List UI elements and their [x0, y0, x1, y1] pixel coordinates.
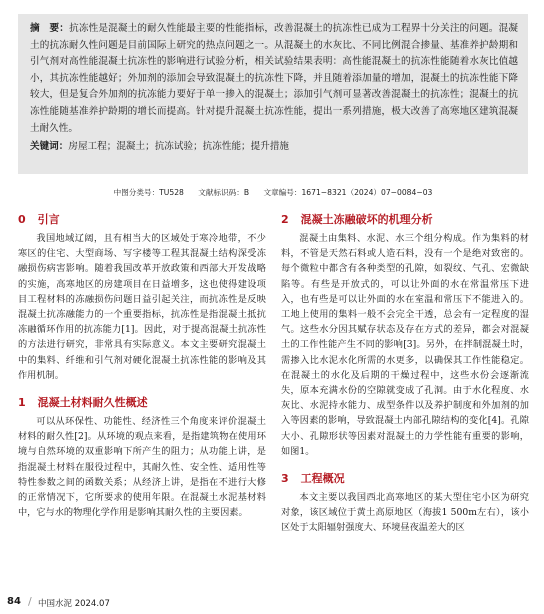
journal-name: 中国水泥 2024.07 — [38, 599, 110, 609]
abstract-box — [18, 14, 528, 174]
section-1-heading — [18, 396, 266, 410]
page-number: 84 — [7, 596, 21, 607]
section-2-number: 2 — [281, 213, 289, 226]
section-2-title: 混凝土冻融破坏的机理分析 — [300, 213, 433, 226]
right-column — [281, 213, 529, 536]
section-3-title: 工程概况 — [300, 472, 345, 486]
section-0-title: 引言 — [37, 213, 60, 226]
section-0-number: 0 — [18, 213, 26, 226]
section-0-paragraph: 我国地域辽阔，且有相当大的区域处于寒冷地带，不少寒区的住宅、大型商场、写字楼等工程其混凝土结构深受冻融损伤病害影响。随着我国改革开放政策和西部大开发战略的实施，高寒地区的房建项目在日益增多，这也使得建设项目工程材料的冻融损伤问题日益引起关注，而抗冻性是反映混凝土抗冻融能力的一个重要指标，抗冻性是指混凝土抵抗冻融循环作用的抗冻能力[1]。因此，对于提高混凝土抗冻性的方法进行研究，非常具有实际意义。本文主要研究混凝土中的集料、纤维和引气剂对硬化混凝土抗冻性能的影响及其作用机制。 — [18, 233, 266, 381]
article-number: 文章编号：1671−8321（2024）07−0084−03 — [263, 188, 433, 197]
section-2-heading — [281, 213, 529, 227]
document-code: 文献标识码：B — [198, 188, 250, 197]
keywords-text: 房屋工程；混凝土；抗冻试验；抗冻性能；提升措施 — [68, 141, 290, 153]
section-0-heading — [18, 213, 266, 227]
section-1-paragraph: 可以从环保性、功能性、经济性三个角度来评价混凝土材料的耐久性[2]。从环境的观点来看，是指建筑物在使用环境与自然环境的双重影响下所产生的阻力；从功能上讲，是指混凝土材料在服役过程中，其耐久性、安全性、适用性等特性参数之间的函数关系；从经济上讲，是指在不进行大修的正常情况下，它所要求的使用年限。在混凝土水泥基材料中，它与水的物理化学作用是影响其耐久性的主要因素。 — [18, 416, 266, 519]
section-1-number: 1 — [18, 396, 26, 410]
section-2-paragraph: 混凝土由集料、水泥、水三个组分构成。作为集料的材料，不管是天然石料或人造石料，没有一个是绝对致密的。每个微粒中都含有各种类型的孔隙，如裂纹、气孔、宏微缺陷等。有些是开放式的，可以让外面的水在常温常压下进入，也有些是可以让外面的水在室温和常压下不能进入的。工地上使用的集料一般不会完全干透，总会有一定程度的湿气。这些水分因其赋存状态及存在方式的差异，都会对混凝土的工作性能产生不同的影响[3]。另外，在拌制混凝土时，需掺入比水泥水化所需的水更多，以确保其工作性能稳定。在混凝土的水化及后期的干燥过程中，这些水份会逐渐流失，原本充满水份的空隙就变成了孔洞。由于水化程度、水灰比、水泥持水能力、成型条件以及养护制度和外加剂的加入等因素的影响，导致混凝土内部孔隙结构的变化[4]。孔隙大小、孔隙形状等因素对混凝土的力学性能有重要的影响，如图1。 — [281, 233, 529, 457]
left-column — [18, 213, 266, 520]
section-1-title: 混凝土材料耐久性概述 — [37, 396, 148, 410]
classification-line — [18, 187, 528, 198]
abstract-text: 抗冻性是混凝土的耐久性能最主要的性能指标，改善混凝土的抗冻性已成为工程界十分关注的问题。混凝土的抗冻耐久性问题是目前国际上研究的热点问题之一。从混凝土的水灰比、不同比例混合掺量、基准养护龄期和引气剂对高性能混凝土抗冻性的影响进行试验分析，相关试验结果表明：高性能混凝土的抗冻性能随着水灰比值越小，其抗冻性能越好；外加剂的添加会导致混凝土的抗冻性下降，并且随着添加量的增加，混凝土的抗冻性能下降较大，但是复合外加剂的抗冻能力要好于单一掺入的混凝土；添加引气剂可显著改善混凝土的抗冻性；混凝土的抗冻性能随基准养护龄期的增长而提高。针对提升混凝土抗冻性能，提出一系列措施，极大改善了高寒地区建筑混凝土耐久性。 — [30, 23, 519, 134]
keywords-line — [30, 139, 518, 156]
section-3-number: 3 — [281, 472, 289, 486]
keywords-label: 关键词： — [30, 141, 69, 153]
section-3-paragraph: 本文主要以我国西北高寒地区的某大型住宅小区为研究对象，该区域位于黄土高原地区（海拔1 500m左右），该小区处于太阳辐射强度大、环境昼夜温差大的区 — [281, 492, 529, 534]
clc-number: 中图分类号：TU528 — [113, 188, 184, 197]
abstract-label: 摘 要： — [30, 23, 70, 34]
abstract-paragraph — [30, 21, 518, 137]
page-footer — [0, 593, 544, 614]
footer-divider: / — [28, 595, 32, 608]
section-3-heading — [281, 472, 529, 486]
